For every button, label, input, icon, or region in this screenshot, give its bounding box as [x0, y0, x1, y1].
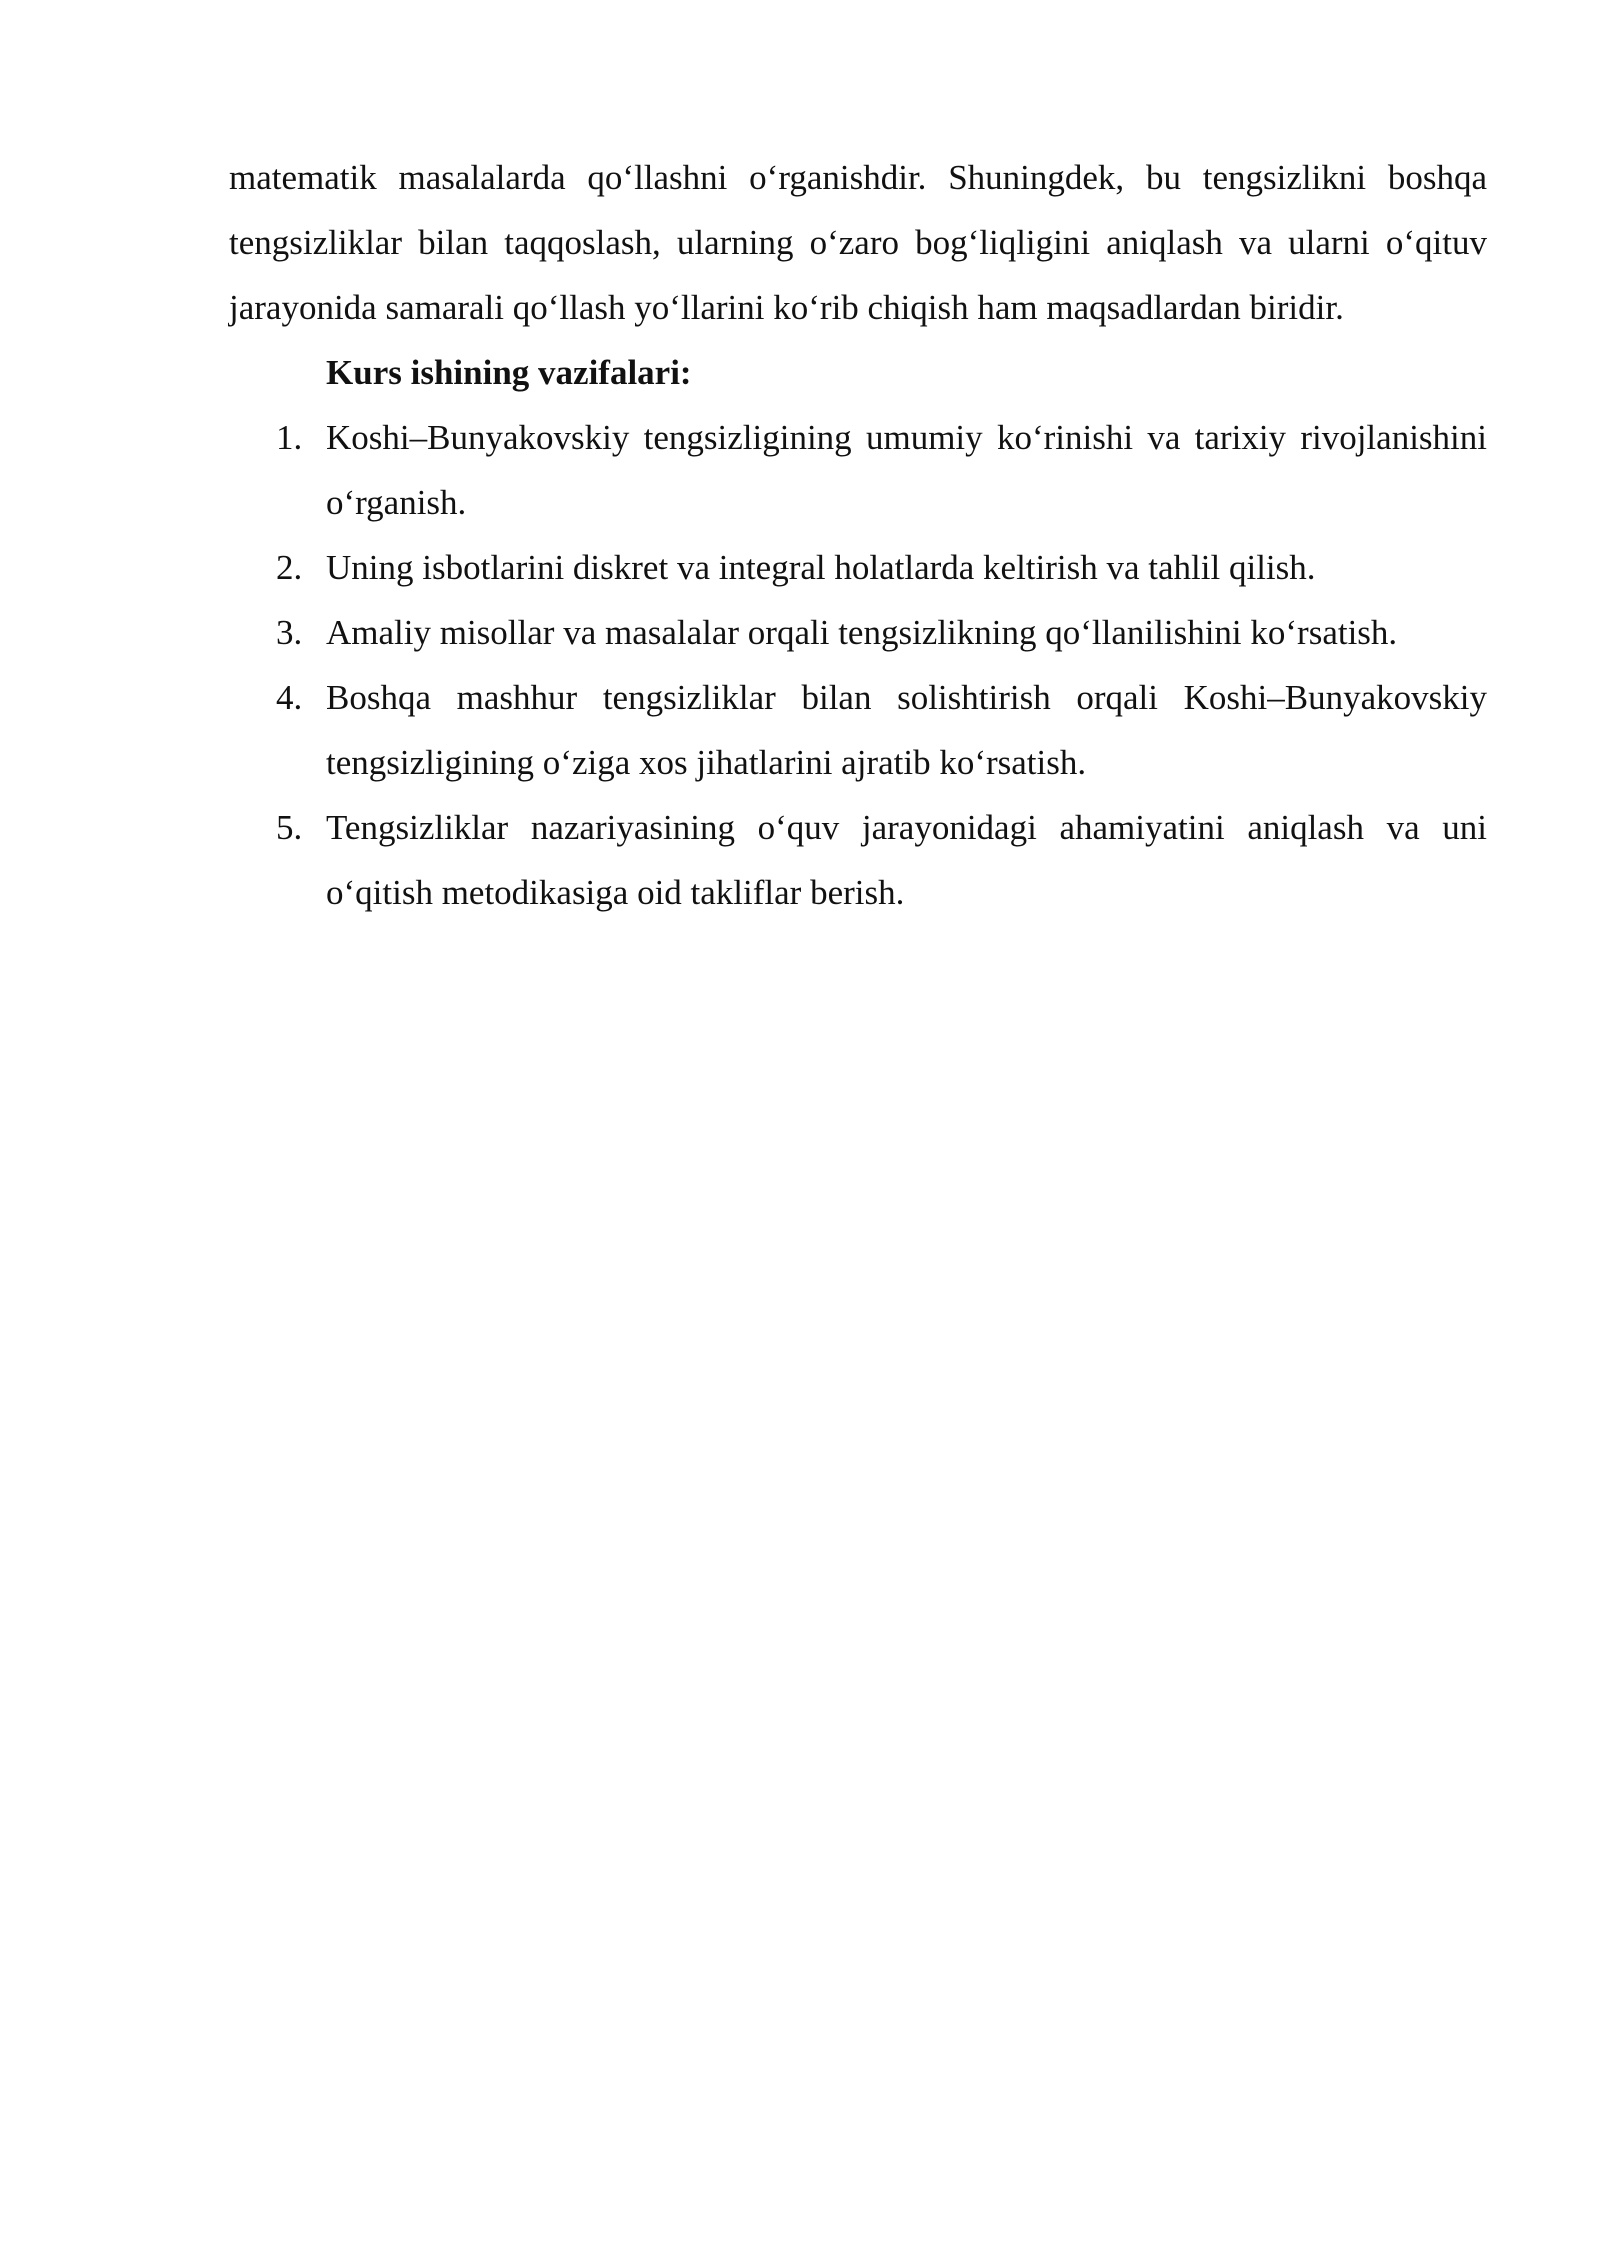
task-number: 4. — [276, 678, 303, 717]
document-body — [229, 145, 1487, 925]
task-item-1 — [229, 405, 1487, 535]
tasks-heading: Kurs ishining vazifalari: — [326, 353, 692, 392]
task-text: Uning isbotlarini diskret va integral holatlarda keltirish va tahlil qilish. — [326, 548, 1316, 587]
task-item-3 — [229, 600, 1487, 665]
task-number: 3. — [276, 613, 303, 652]
tasks-list — [229, 405, 1487, 925]
task-item-4 — [229, 665, 1487, 795]
task-number: 5. — [276, 808, 303, 847]
task-item-5 — [229, 795, 1487, 925]
task-number: 2. — [276, 548, 303, 587]
intro-paragraph: matematik masalalarda qo‘llashni o‘rganishdir. Shuningdek, bu tengsizlikni boshqa tengsizliklar bilan taqqoslash, ularning o‘zaro bog‘liqligini aniqlash va ularni o‘qituv jarayonida samarali qo‘llash yo‘llarini ko‘rib chiqish ham maqsadlardan biridir. — [229, 158, 1487, 327]
task-text: Koshi–Bunyakovskiy tengsizligining umumiy ko‘rinishi va tarixiy rivojlanishini o‘rganish. — [326, 418, 1487, 522]
task-number: 1. — [276, 418, 303, 457]
task-text: Tengsizliklar nazariyasining o‘quv jarayonidagi ahamiyatini aniqlash va uni o‘qitish metodikasiga oid takliflar berish. — [326, 808, 1487, 912]
task-text: Boshqa mashhur tengsizliklar bilan solishtirish orqali Koshi–Bunyakovskiy tengsizligining o‘ziga xos jihatlarini ajratib ko‘rsatish. — [326, 678, 1487, 782]
task-item-2 — [229, 535, 1487, 600]
task-text: Amaliy misollar va masalalar orqali tengsizlikning qo‘llanilishini ko‘rsatish. — [326, 613, 1398, 652]
